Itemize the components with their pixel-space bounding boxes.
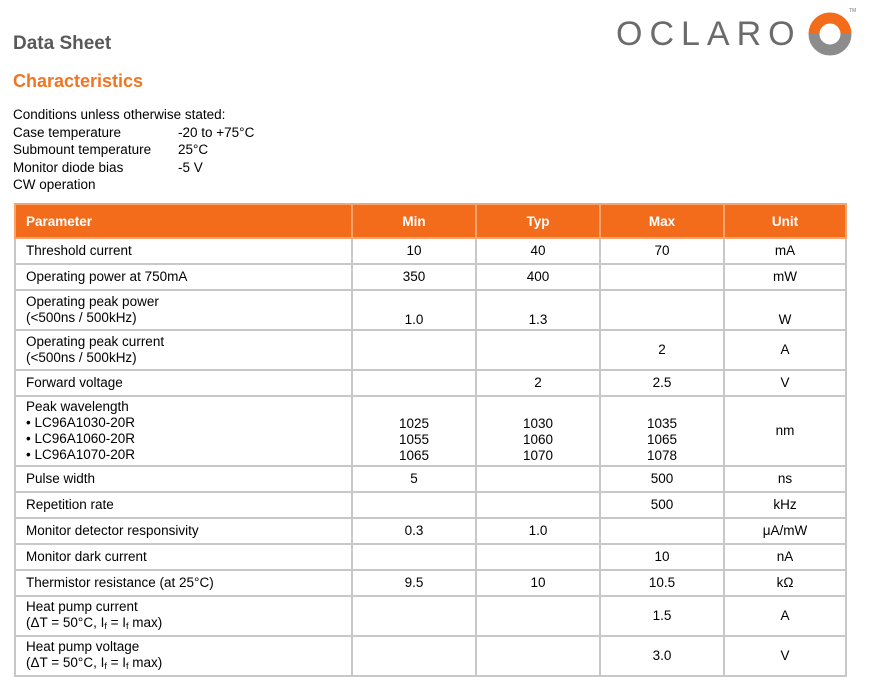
conditions-intro: Conditions unless otherwise stated: [13,107,226,122]
conditions-block [13,106,254,194]
param-cell [15,370,352,396]
param-line: Threshold current [26,243,132,258]
table-row [15,466,846,492]
typ-cell [476,466,600,492]
unit-cell: A [724,330,846,370]
max-cell [600,330,724,370]
condition-label: Submount temperature [13,142,152,157]
condition-row [13,124,254,142]
unit-cell: V [724,636,846,676]
min-value: 350 [402,269,426,284]
unit-cell: kΩ [724,570,846,596]
min-cell [352,264,476,290]
max-value: 70 [654,243,670,258]
param-fragment: (ΔT = 50°C, I [26,654,105,670]
table-row [15,570,846,596]
param-line: • LC96A1070-20R [26,447,136,462]
header-typ: Typ [476,204,600,238]
param-cell [15,290,352,330]
min-cell [352,466,476,492]
param-line [26,615,351,634]
param-line: (<500ns / 500kHz) [26,350,137,365]
min-cell [352,636,476,676]
param-line: Heat pump current [26,598,138,614]
param-line: Monitor detector responsivity [26,523,199,538]
max-value: 500 [650,497,674,512]
max-value: 2.5 [652,375,672,390]
header-parameter: Parameter [15,204,352,238]
trademark-mark: TM [849,8,857,14]
param-cell [15,238,352,264]
max-value: 2 [658,342,666,357]
table-row [15,264,846,290]
min-value: 9.5 [404,575,424,590]
param-line: Peak wavelength [26,399,129,414]
header-min: Min [352,204,476,238]
param-line: Heat pump voltage [26,638,140,654]
unit-cell: μA/mW [724,518,846,544]
typ-cell [476,290,600,330]
condition-row [13,159,254,177]
max-cell [600,518,724,544]
max-cell [600,396,724,466]
min-cell [352,370,476,396]
table-row [15,330,846,370]
unit-cell: W [724,290,846,330]
param-cell [15,492,352,518]
unit-cell: mW [724,264,846,290]
typ-cell [476,570,600,596]
min-cell [352,330,476,370]
subscript: f [125,660,129,671]
max-cell [600,466,724,492]
max-value: 1.5 [652,608,672,623]
param-cell [15,466,352,492]
table-row [15,518,846,544]
min-cell [352,596,476,636]
min-value: 5 [410,471,418,486]
max-value: 10 [654,549,670,564]
min-value: 10 [406,243,422,258]
typ-value: 1060 [522,432,554,447]
param-line [26,655,351,674]
oclaro-logo [616,12,852,56]
typ-value: 1030 [522,416,554,431]
table-row [15,238,846,264]
subscript: f [125,620,129,631]
table-row [15,596,846,636]
param-fragment: = I [106,614,126,630]
subscript: f [104,660,107,671]
typ-cell [476,264,600,290]
unit-cell: kHz [724,492,846,518]
typ-value: 2 [534,375,542,390]
min-cell [352,238,476,264]
page-title: Data Sheet [13,33,112,54]
param-line: Repetition rate [26,497,114,512]
max-value: 1065 [646,432,678,447]
condition-label: Monitor diode bias [13,159,124,175]
param-cell [15,544,352,570]
max-value: 3.0 [652,648,672,663]
table-row [15,370,846,396]
table-row [15,492,846,518]
condition-label: Case temperature [13,124,122,140]
max-cell [600,570,724,596]
typ-cell [476,596,600,636]
min-value: 0.3 [404,523,424,538]
min-value: 1.0 [404,312,424,327]
typ-value: 10 [530,575,546,590]
typ-cell [476,396,600,466]
condition-value: -20 to +75°C [178,124,255,140]
min-cell [352,396,476,466]
min-cell [352,290,476,330]
condition-row [13,141,254,159]
min-cell [352,544,476,570]
param-line: Operating peak current [26,334,165,349]
param-cell [15,636,352,676]
typ-value: 400 [526,269,550,284]
param-line: • LC96A1060-20R [26,431,136,446]
typ-cell [476,518,600,544]
param-cell [15,396,352,466]
min-cell [352,518,476,544]
param-cell [15,264,352,290]
max-value: 1078 [646,448,678,463]
typ-cell [476,492,600,518]
min-value: 1055 [398,432,430,447]
typ-cell [476,636,600,676]
min-cell [352,570,476,596]
max-cell [600,544,724,570]
typ-value: 1.0 [528,523,548,538]
table-header-row [15,204,846,238]
param-cell [15,518,352,544]
unit-cell: ns [724,466,846,492]
param-cell [15,596,352,636]
max-cell [600,596,724,636]
typ-cell [476,370,600,396]
param-cell [15,570,352,596]
condition-value: 25°C [178,142,209,157]
unit-cell: A [724,596,846,636]
table-row [15,544,846,570]
table-row [15,636,846,676]
max-cell [600,238,724,264]
table-row [15,290,846,330]
unit-cell: nA [724,544,846,570]
param-fragment: max) [128,614,163,630]
max-cell [600,370,724,396]
param-line: Pulse width [26,471,96,486]
max-cell [600,290,724,330]
header-max: Max [600,204,724,238]
unit-cell: nm [724,396,846,466]
param-line: Operating peak power [26,294,159,309]
param-fragment: = I [106,654,126,670]
param-line: Operating power at 750mA [26,269,188,284]
param-cell [15,330,352,370]
logo-wordmark: OCLARO [616,15,802,53]
typ-cell [476,544,600,570]
section-title: Characteristics [13,71,144,91]
table-row [15,396,846,466]
typ-value: 1.3 [528,312,548,327]
param-fragment: max) [128,654,163,670]
unit-cell: mA [724,238,846,264]
logo-ring-icon [808,12,852,56]
min-value: 1065 [398,448,430,463]
unit-cell: V [724,370,846,396]
param-line: Monitor dark current [26,549,147,564]
typ-cell [476,330,600,370]
param-line: Forward voltage [26,375,123,390]
conditions-footer: CW operation [13,177,96,192]
min-value: 1025 [398,416,430,431]
typ-value: 40 [530,243,546,258]
max-value: 10.5 [648,575,676,590]
param-line: Thermistor resistance (at 25°C) [26,575,214,590]
condition-value: -5 V [178,159,203,175]
max-cell [600,264,724,290]
min-cell [352,492,476,518]
subscript: f [104,620,107,631]
header-unit: Unit [724,204,846,238]
param-fragment: (ΔT = 50°C, I [26,614,105,630]
max-value: 500 [650,471,674,486]
param-line: • LC96A1030-20R [26,415,136,430]
typ-value: 1070 [522,448,554,463]
param-line: (<500ns / 500kHz) [26,310,137,325]
characteristics-table [14,203,847,677]
max-value: 1035 [646,416,678,431]
max-cell [600,636,724,676]
max-cell [600,492,724,518]
typ-cell [476,238,600,264]
